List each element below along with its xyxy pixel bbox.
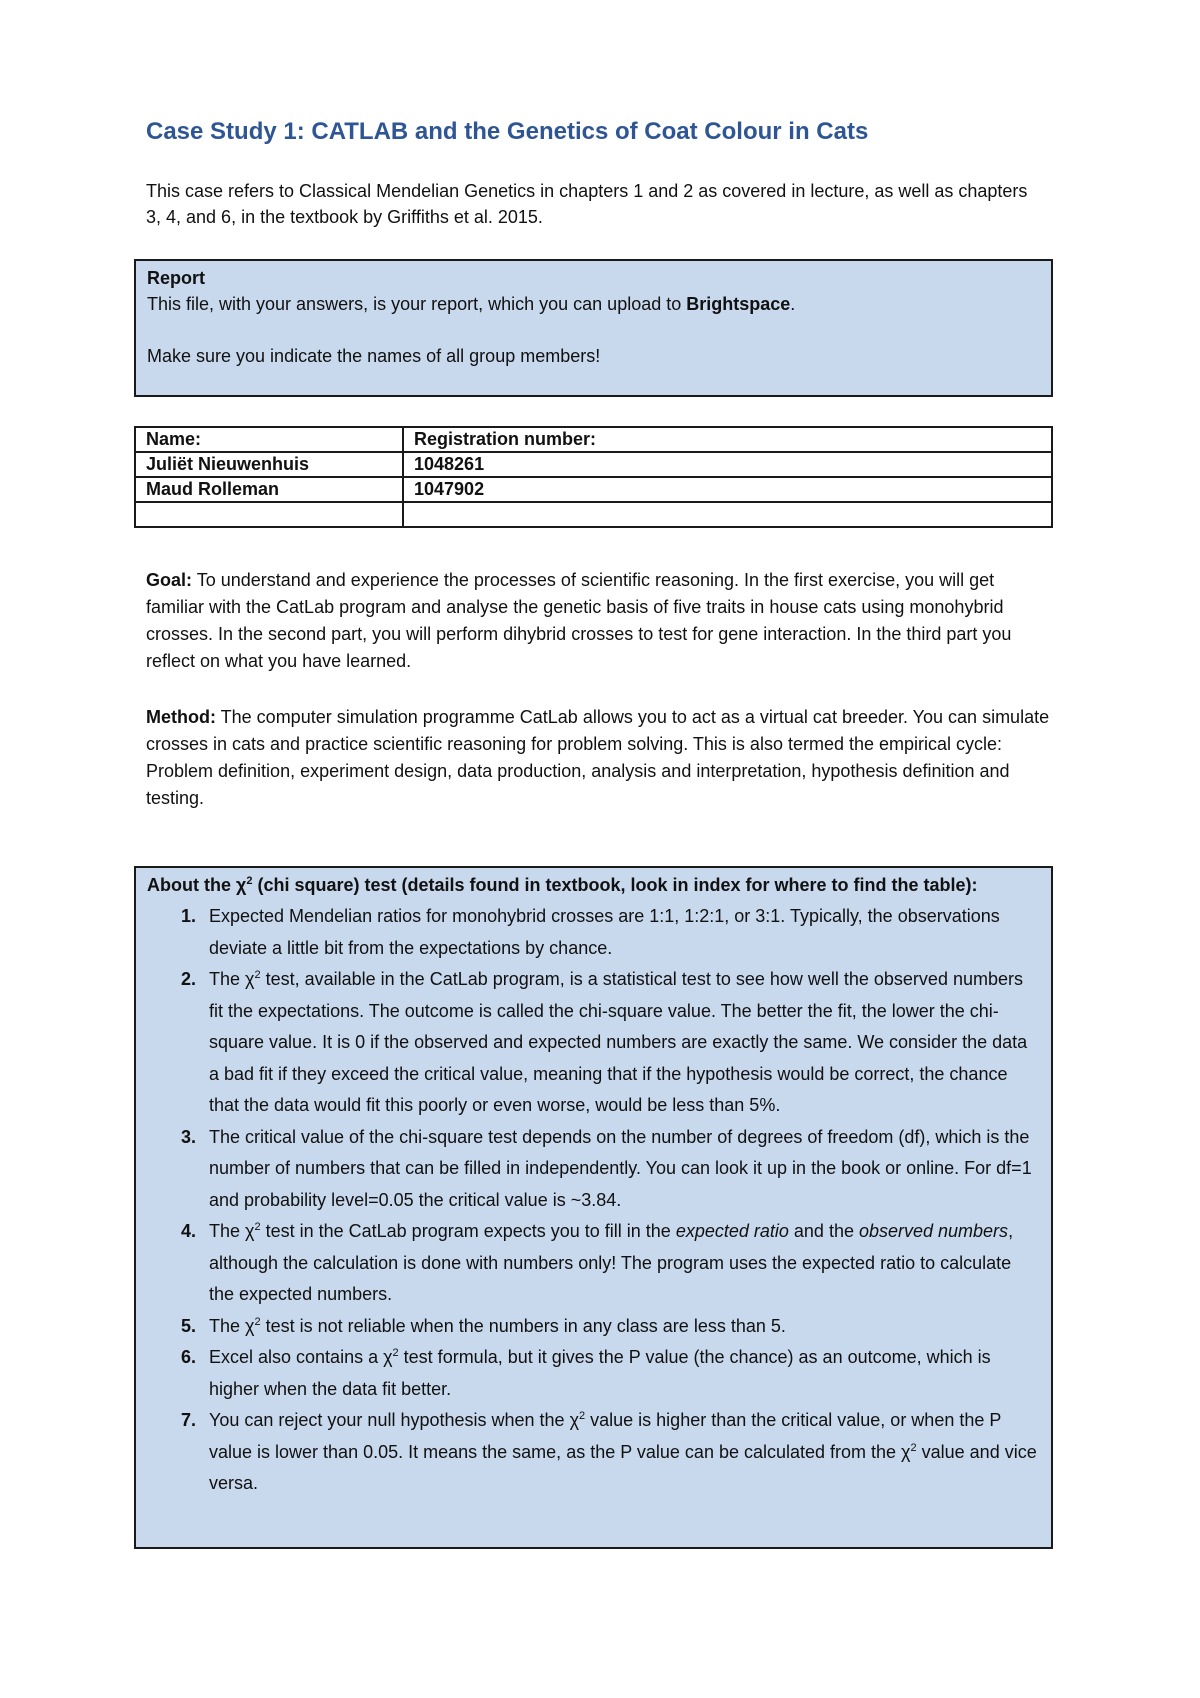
intro-paragraph: This case refers to Classical Mendelian Genetics in chapters 1 and 2 as covered in lecture, as well as chapters 3, 4, and 6, in the textbook by Griffiths et al. 2015. (146, 181, 1028, 227)
chi-square-heading (147, 872, 1040, 899)
member-name (135, 502, 403, 527)
chi-square-list (147, 901, 1040, 1500)
list-number: 4. (181, 1221, 197, 1241)
list-item-text: The χ (209, 969, 255, 989)
group-members-table (134, 426, 1053, 528)
chi-square-info-box (134, 866, 1053, 1549)
list-item (147, 964, 1040, 1122)
list-number: 1. (181, 906, 197, 926)
chi-heading-text-rest: (chi square) test (details found in textbook, look in index for where to find the table): (252, 875, 978, 895)
table-header-row (135, 427, 1052, 452)
list-item-text: value is higher than the critical value, or when the P value is lower than 0.05. It means the same, as the P value can be calculated from the χ (209, 1410, 1002, 1462)
brightspace-label: Brightspace (686, 294, 791, 314)
list-item-text: Excel also contains a χ (209, 1347, 393, 1367)
list-item-text: , although the calculation is done with numbers only! The program uses the expected ratio to calculate the expected numbers. (209, 1221, 1014, 1304)
list-item-text: and the (788, 1221, 859, 1241)
list-item (147, 1342, 1040, 1405)
goal-text: To understand and experience the processes of scientific reasoning. In the first exercise, you will get familiar with the CatLab program and analyse the genetic basis of five traits in house cats using monohybrid crosses. In the second part, you will perform dihybrid crosses to test for gene interaction. In the third part you reflect on what you have learned. (146, 570, 1012, 671)
list-item-text: test in the CatLab program expects you to fill in the (260, 1221, 676, 1241)
list-number: 5. (181, 1315, 197, 1336)
italic-term: observed numbers (858, 1221, 1009, 1241)
table-row (135, 502, 1052, 527)
member-registration-number: 1048261 (403, 452, 1052, 477)
chi-heading-superscript: 2 (246, 875, 253, 887)
chi-heading-text: About the χ (147, 875, 247, 895)
report-upload-period: . (790, 294, 796, 314)
list-item (147, 1216, 1040, 1311)
page-title: Case Study 1: CATLAB and the Genetics of Coat Colour in Cats (146, 118, 869, 145)
list-item-text: value and vice versa. (209, 1441, 1037, 1493)
superscript: 2 (910, 1441, 917, 1454)
report-upload-text: This file, with your answers, is your report, which you can upload to (147, 294, 687, 314)
registration-column-header: Registration number: (403, 427, 1052, 452)
list-item (147, 901, 1040, 964)
list-item (147, 1405, 1040, 1500)
italic-term: expected ratio (675, 1221, 789, 1241)
report-heading: Report (147, 268, 205, 288)
table-row (135, 452, 1052, 477)
list-item-text: Expected Mendelian ratios for monohybrid crosses are 1:1, 1:2:1, or 3:1. Typically, the observations deviate a little bit from the expectations by chance. (209, 906, 1000, 958)
report-box (134, 259, 1053, 397)
list-item-text: test, available in the CatLab program, is a statistical test to see how well the observed numbers fit the expectations. The outcome is called the chi-square value. The better the fit, the lower the chi-square value. It is 0 if the observed and expected numbers are exactly the same. We consider the data a bad fit if they exceed the critical value, meaning that if the hypothesis would be correct, the chance that the data would fit this poorly or even worse, would be less than 5%. (209, 969, 1028, 1115)
list-item-text: test is not reliable when the numbers in any class are less than 5. (260, 1315, 786, 1336)
superscript: 2 (254, 1315, 261, 1328)
superscript: 2 (254, 1221, 261, 1233)
member-name: Juliët Nieuwenhuis (135, 452, 403, 477)
list-number: 3. (181, 1126, 197, 1147)
list-item-text: The critical value of the chi-square test depends on the number of degrees of freedom (df), which is the number of numbers that can be filled in independently. You can look it up in the book or online. For df=1 and probability level=0.05 the critical value is ~3.84. (209, 1126, 1032, 1210)
list-item-text: The χ (209, 1221, 255, 1241)
report-group-members-note: Make sure you indicate the names of all group members! (147, 346, 601, 366)
list-item-text: You can reject your null hypothesis when the χ (209, 1410, 580, 1430)
report-upload-line (147, 291, 1040, 317)
method-paragraph (146, 704, 1051, 812)
list-item (147, 1311, 1040, 1343)
table-row (135, 477, 1052, 502)
goal-paragraph (146, 567, 1051, 675)
list-item (147, 1122, 1040, 1217)
name-column-header: Name: (135, 427, 403, 452)
list-item-text: The χ (209, 1315, 255, 1336)
superscript: 2 (392, 1347, 399, 1359)
method-text: The computer simulation programme CatLab allows you to act as a virtual cat breeder. You can simulate crosses in cats and practice scientific reasoning for problem solving. This is also termed the empirical cycle: Problem definition, experiment design, data production, analysis and interpretation, hypothesis definition and testing. (146, 707, 1050, 808)
list-item-text: test formula, but it gives the P value (the chance) as an outcome, which is higher when the data fit better. (209, 1347, 991, 1399)
list-number: 7. (181, 1410, 197, 1430)
member-name: Maud Rolleman (135, 477, 403, 502)
method-label: Method: (146, 707, 216, 727)
goal-label: Goal: (146, 570, 193, 590)
member-registration-number: 1047902 (403, 477, 1052, 502)
member-registration-number (403, 502, 1052, 527)
list-number: 2. (181, 969, 197, 989)
list-number: 6. (181, 1347, 197, 1367)
superscript: 2 (579, 1410, 586, 1422)
superscript: 2 (254, 969, 261, 981)
